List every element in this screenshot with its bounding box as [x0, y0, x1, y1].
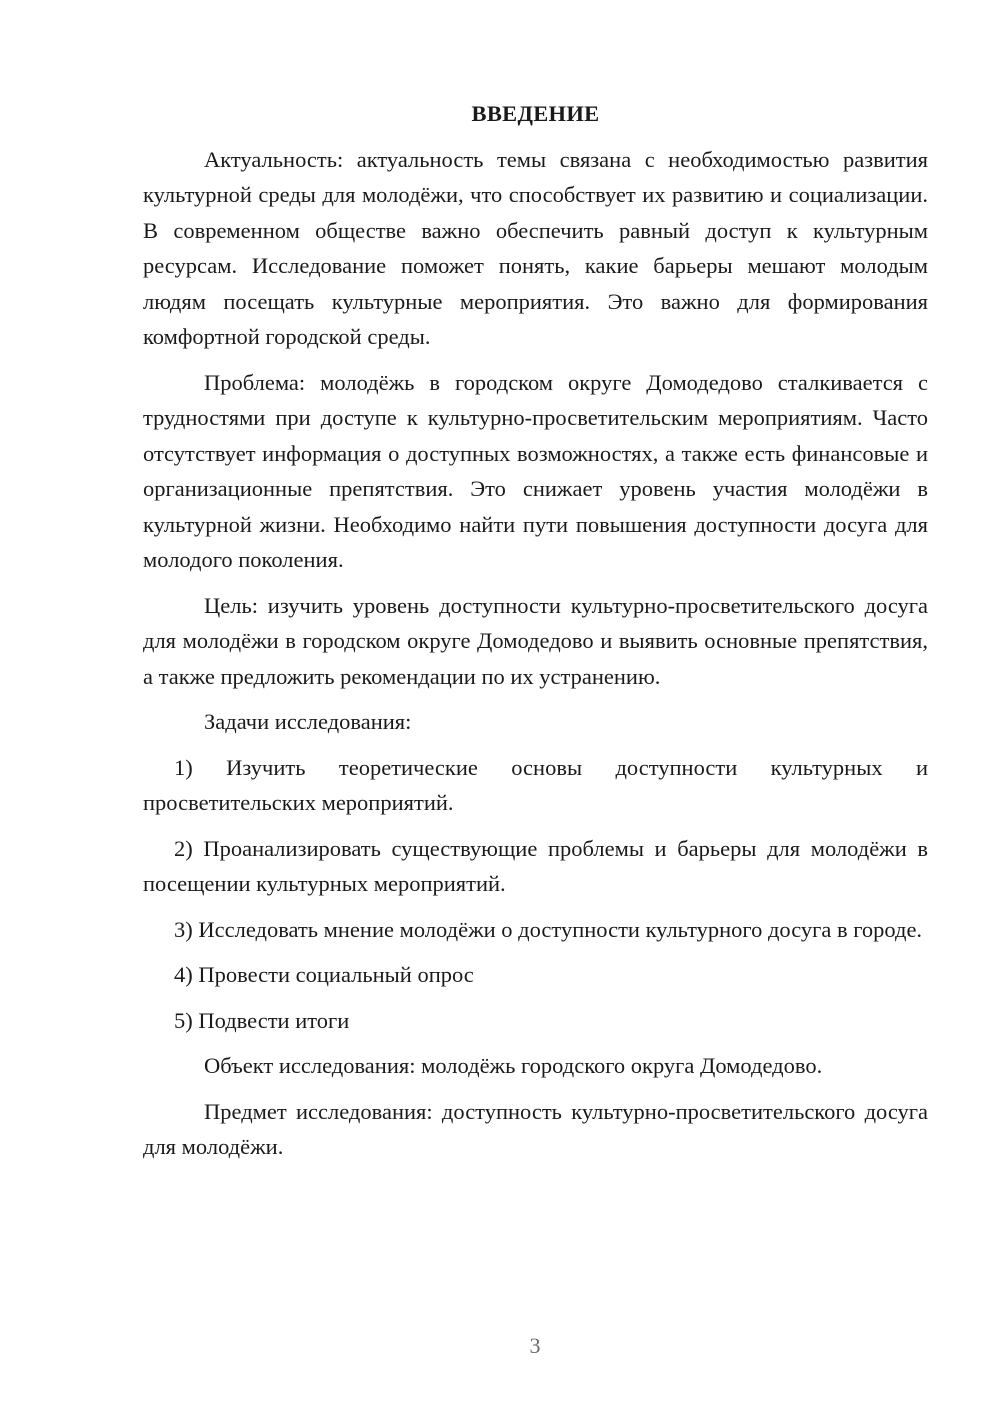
task-item: 3) Исследовать мнение молодёжи о доступности культурного досуга в городе. — [174, 916, 923, 942]
task-item: 4) Провести социальный опрос — [174, 962, 474, 987]
page-number: 3 — [529, 1333, 541, 1358]
goal-paragraph: Цель: изучить уровень доступности культурно-просветительского досуга для молодёжи в городском округе Домодедово и выявить основные препятствия, а также предложить рекомендации по их устранению. — [143, 592, 928, 689]
page-title: ВВЕДЕНИЕ — [471, 101, 600, 126]
document-page — [143, 96, 928, 1175]
tasks-heading: Задачи исследования: — [204, 709, 412, 734]
task-item: 2) Проанализировать существующие проблемы и барьеры для молодёжи в посещении культурных мероприятий. — [143, 835, 928, 896]
task-item: 1) Изучить теоретические основы доступности культурных и просветительских мероприятий. — [143, 754, 928, 815]
problem-paragraph: Проблема: молодёжь в городском округе Домодедово сталкивается с трудностями при доступе к культурно-просветительским мероприятиям. Часто отсутствует информация о доступных возможностях, а также есть финансовые и организационные препятствия. Это снижает уровень участия молодёжи в культурной жизни. Необходимо найти пути повышения доступности досуга для молодого поколения. — [143, 369, 928, 572]
relevance-paragraph: Актуальность: актуальность темы связана с необходимостью развития культурной среды для молодёжи, что способствует их развитию и социализации. В современном обществе важно обеспечить равный доступ к культурным ресурсам. Исследование поможет понять, какие барьеры мешают молодым людям посещать культурные мероприятия. Это важно для формирования комфортной городской среды. — [143, 146, 928, 349]
task-item: 5) Подвести итоги — [174, 1007, 350, 1033]
object-paragraph: Объект исследования: молодёжь городского округа Домодедово. — [204, 1053, 823, 1078]
subject-paragraph: Предмет исследования: доступность культурно-просветительского досуга для молодёжи. — [143, 1098, 928, 1159]
